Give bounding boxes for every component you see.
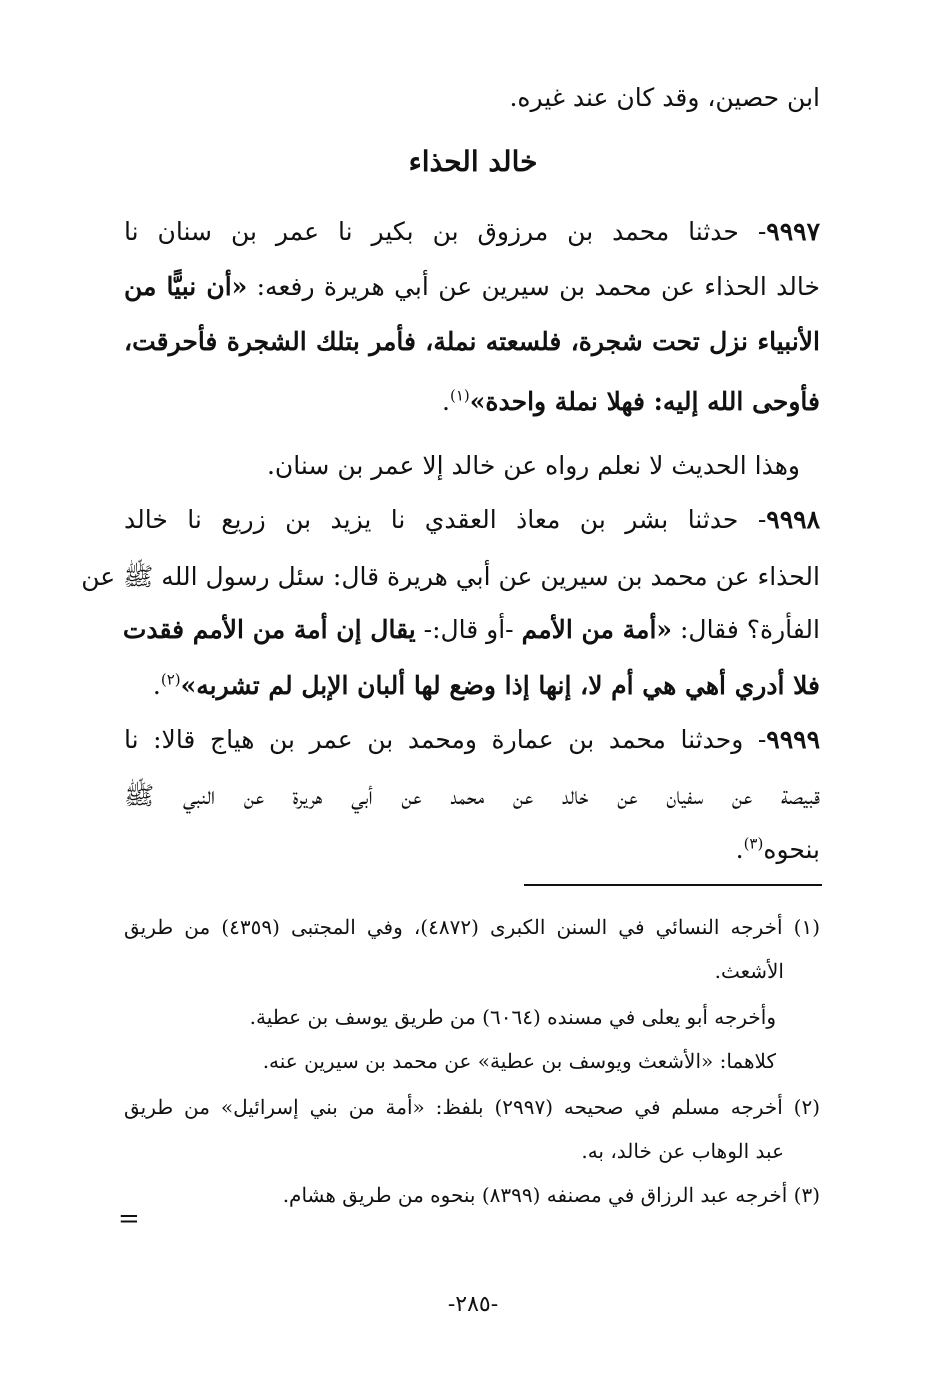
hadith-matn: «أمة من الأمم	[521, 615, 673, 644]
hadith-number: ٩٩٩٨	[766, 505, 820, 534]
hadith-matn: «أن نبيًّا من	[124, 272, 248, 301]
hadith-9998-line-2: الحذاء عن محمد بن سيرين عن أبي هريرة قال: سئل رسول الله ﷺ عن	[81, 562, 820, 591]
footnote-2-line-2: عبد الوهاب عن خالد، به.	[581, 1139, 784, 1163]
hadith-9998-line-3	[124, 610, 820, 650]
footnote-ref-1[interactable]: (١)	[449, 386, 470, 405]
hadith-9997-line-3: الأنبياء نزل تحت شجرة، فلسعته نملة، فأمر بتلك الشجرة فأحرقت،	[124, 327, 820, 356]
footnote-separator	[524, 884, 822, 886]
hadith-matn: فأوحى الله إليه: فهلا نملة واحدة»	[469, 387, 820, 416]
hadith-9998-line-1	[124, 500, 820, 540]
hadith-text: -أو قال:-	[415, 615, 522, 644]
hadith-9997-line-2	[124, 267, 820, 307]
hadith-number: ٩٩٩٩	[766, 725, 820, 754]
footnote-1-line-4: كلاهما: «الأشعث ويوسف بن عطية» عن محمد بن سيرين عنه.	[262, 1049, 776, 1073]
period: .	[152, 671, 161, 700]
hadith-note: وهذا الحديث لا نعلم رواه عن خالد إلا عمر بن سنان.	[266, 451, 800, 480]
page-number: -٢٨٥-	[447, 1292, 499, 1317]
footnote-1-line-2: الأشعث.	[714, 959, 784, 983]
footnote-1-line-1: (١) أخرجه النسائي في السنن الكبرى (٤٨٧٢)، وفي المجتبى (٤٣٥٩) من طريق	[124, 915, 820, 939]
hadith-text: خالد الحذاء عن محمد بن سيرين عن أبي هريرة رفعه:	[247, 272, 820, 301]
section-heading: خالد الحذاء	[408, 145, 538, 178]
hadith-9998-line-4	[124, 666, 820, 706]
hadith-9999-line-1	[124, 720, 820, 760]
period: .	[735, 835, 744, 864]
hadith-matn: فلا أدري أهي هي أم لا، إنها إذا وضع لها ألبان الإبل لم تشربه»	[180, 671, 820, 700]
hadith-number: ٩٩٩٧	[766, 217, 820, 246]
hadith-text: - حدثنا محمد بن مرزوق بن بكير نا عمر بن سنان نا	[124, 217, 767, 246]
footnote-ref-2[interactable]: (٢)	[160, 670, 181, 689]
footnote-ref-3[interactable]: (٣)	[743, 834, 764, 853]
hadith-matn: يقال إن أمة من الأمم فقدت	[122, 615, 416, 644]
hadith-9997-line-4	[124, 382, 820, 422]
period: .	[442, 387, 450, 416]
hadith-text: - حدثنا بشر بن معاذ العقدي نا يزيد بن زريع نا خالد	[124, 505, 767, 534]
hadith-text: بنحوه	[763, 835, 820, 864]
hadith-text: الفأرة؟ فقال:	[672, 615, 820, 644]
hadith-9999-line-3	[124, 830, 820, 870]
footnote-1-line-3: وأخرجه أبو يعلى في مسنده (٦٠٦٤) من طريق يوسف بن عطية.	[249, 1005, 776, 1029]
hadith-9997-line-1	[124, 212, 820, 252]
footnote-2-line-1: (٢) أخرجه مسلم في صحيحه (٢٩٩٧) بلفظ: «أمة من بني إسرائيل» من طريق	[124, 1095, 821, 1119]
footnote-3-line-1: (٣) أخرجه عبد الرزاق في مصنفه (٨٣٩٩) بنحوه من طريق هشام.	[282, 1183, 820, 1207]
continuation-mark: =	[118, 1204, 140, 1234]
carryover-line: ابن حصين، وقد كان عند غيره.	[509, 83, 820, 112]
hadith-text: - وحدثنا محمد بن عمارة ومحمد بن عمر بن هياج قالا: نا	[124, 725, 767, 754]
hadith-9999-line-2: قبيصة عن سفيان عن خالد عن محمد عن أبي هريرة عن النبي ﷺ	[124, 781, 820, 810]
